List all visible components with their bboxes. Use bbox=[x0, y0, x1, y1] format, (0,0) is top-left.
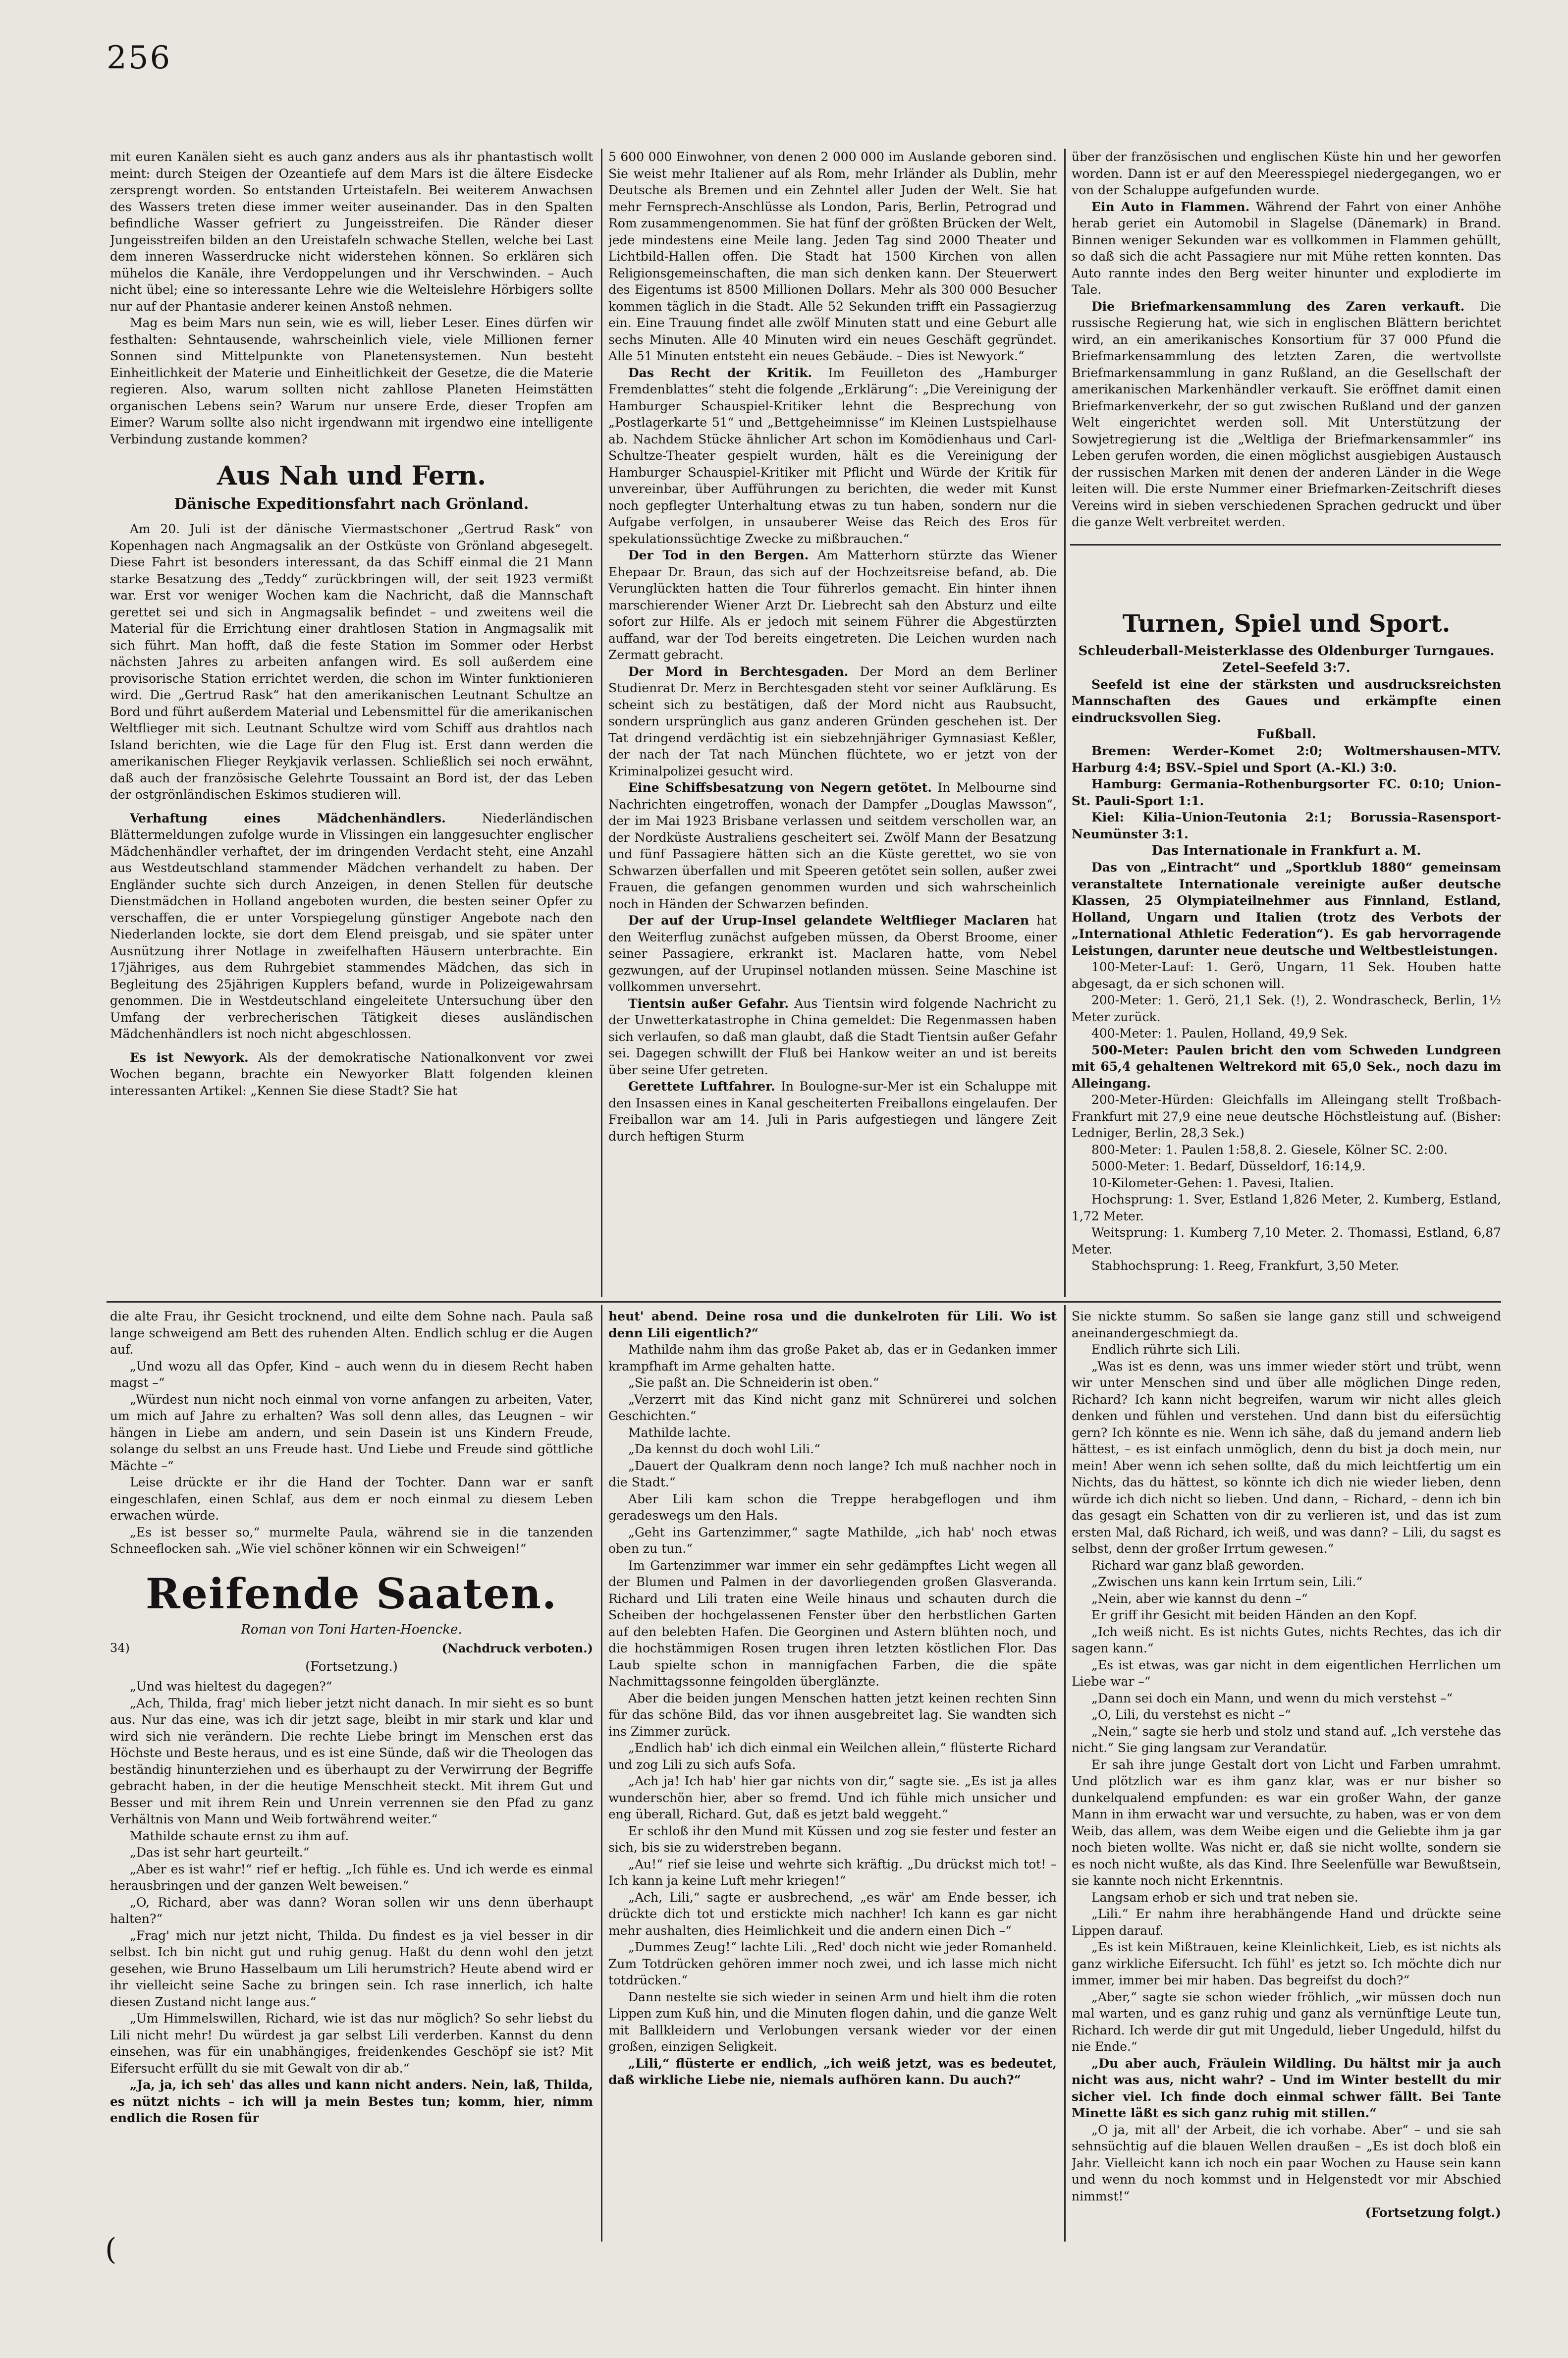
article-title-expedition: Dänische Expeditionsfahrt nach Grönland. bbox=[174, 495, 529, 513]
schiffsbesatzung-text: In Melbourne sind Nachrichten eingetroffen, wonach der Dampfer „Douglas Mawsson“, der im Mai 1923 Brisbane verlassen und seitdem verschollen war, an der Nordküste Australiens gescheitert sei. Zwölf Mann der Besatzung und fünf Passagiere hätten sich an die Küste gerettet, wo sie von Schwarzen überfallen und mit Speeren getötet sein sollen, außer zwei Frauen, die gefangen genommen wurden und sich wahrscheinlich noch in Händen der Schwarzen befinden. bbox=[608, 780, 1057, 911]
novel-continuation-note: (Fortsetzung.) bbox=[305, 1659, 398, 1674]
novel-col3-text-7: Er griff ihr Gesicht mit beiden Händen an den Kopf. bbox=[1091, 1608, 1417, 1622]
article-title-tod-in-bergen: Der Tod in den Bergen. bbox=[628, 548, 809, 562]
bottom-column-1 bbox=[110, 1308, 593, 2240]
novel-col3-text-14: Langsam erhob er sich und trat neben sie. bbox=[1091, 1890, 1358, 1905]
novel-col3-text-5: „Zwischen uns kann kein Irrtum sein, Lili.“ bbox=[1091, 1575, 1363, 1589]
novel-text-2: „Ach, Thilda, frag' mich lieber jetzt nicht danach. In mir sieht es so bunt aus. Nur das eine, was ich dir jetzt sage, bleibt in mir stark und klar und wird sich nie verändern. Die rechte Liebe bringt im Menschen erst das Höchste und Beste heraus, und es ist eine Sünde, daß wir die Theologen das beständig hinunterziehen und es überhaupt zu der Verwirrung der Begriffe gebracht haben, in der die heutige Menschheit steckt. Mit ihrem Gut und Besser und mit ihrem Rein und Unrein verrennen sie den Pfad zu ganz Verhältnis von Mann und Weib fortwährend weiter.“ bbox=[110, 1696, 593, 1826]
novel-col3-text-16: „Es ist kein Mißtrauen, keine Kleinlichkeit, Lieb, es ist nichts als ganz wirkliche Eifersucht. Ich fühl' es jetzt so. Ich möchte dich nur immer, immer bei mir haben. Das begreifst du doch?“ bbox=[1072, 1940, 1501, 1987]
novel-col2-text-19: „Lili,“ flüsterte er endlich, „ich weiß jetzt, was es bedeutet, daß wirkliche Liebe nie, niemals aufhören kann. Du auch?“ bbox=[608, 2056, 1057, 2087]
novel-col2-text-16: „Ach, Lili,“ sagte er ausbrechend, „es wär' am Ende besser, ich drückte dich tot und erstickte mich nachher! Ich kann es gar nicht mehr aushalten, dies Heimlichkeit und die andern einen Dich –“ bbox=[608, 1890, 1057, 1938]
page-number: 256 bbox=[107, 40, 172, 76]
novel-col2-text-15: „Au!“ rief sie leise und wehrte sich kräftig. „Du drückst mich tot! – Ich kann ja keine Luft mehr kriegen!“ bbox=[608, 1857, 1057, 1888]
section-divider bbox=[107, 1301, 1501, 1303]
story-prev-text-2: „Und wozu all das Opfer, Kind – auch wenn du in diesem Recht haben magst –“ bbox=[110, 1359, 593, 1390]
novel-text-9: „Ja, ja, ich seh' das alles und kann nicht anders. Nein, laß, Thilda, es nützt nichts – ich will ja mein Bestes tun; komm, hier, nimm endlich die Rosen für bbox=[110, 2078, 593, 2125]
novel-col3-text-11: „O, Lili, du verstehst es nicht –“ bbox=[1091, 1707, 1291, 1722]
kritik-article-text: Im Feuilleton des „Hamburger Fremdenblattes“ steht die folgende „Erklärung“: „Die Vereinigung der Hamburger Schauspiel-Kritiker lehnt die Besprechung von „Postlagerkarte 51“ und „Bettgeheimnisse“ im Kleinen Lustspielhause ab. Nachdem Stücke ähnlicher Art schon im Komödienhaus und Carl-Schultze-Theater gespielt wurden, hält es die Vereinigung der Hamburger Schauspiel-Kritiker mit Pflicht und Würde der Kritik für unvereinbar, über Aufführungen zu berichten, die weder mit Kunst noch gepflegter Unterhaltung etwas zu tun haben, sondern nur die Aufgabe verfolgen, in unsauberer Weise das Reich des Eros für spekulationssüchtige Zwecke zu mißbrauchen.“ bbox=[608, 365, 1057, 546]
column-rule-1-top bbox=[601, 149, 602, 1297]
novel-col3-text-15: „Lili.“ Er nahm ihre herabhängende Hand und drückte seine Lippen darauf. bbox=[1072, 1907, 1501, 1938]
sport-fussball-title: Fußball. bbox=[1256, 727, 1316, 742]
article-title-briefmarken: Die Briefmarkensammlung des Zaren verkauft. bbox=[1091, 299, 1465, 314]
novel-col2-text-17: „Dummes Zeug!“ lachte Lili. „Red' doch nicht wie jeder Romanheld. Zum Totdrücken gehören immer noch zwei, und ich lasse mich nicht totdrücken.“ bbox=[608, 1940, 1057, 1987]
novel-text-6: „O, Richard, aber was dann? Woran sollen wir uns denn überhaupt halten?“ bbox=[110, 1895, 593, 1926]
novel-col3-text-17: „Aber,“ sagte sie schon wieder fröhlich, „wir müssen doch nun mal warten, und es ganz ruhig und ganz als vernünftige Leute tun, Richard. Ich werde dir gut mit Ungeduld, lieber Ungeduld, hilfst du nie Ende.“ bbox=[1072, 1989, 1501, 2054]
result-weitsprung: Weitsprung: 1. Kumberg 7,10 Meter. 2. Thomassi, Estland, 6,87 Meter. bbox=[1072, 1225, 1501, 1257]
novel-col2-text-18: Dann nestelte sie sich wieder in seinen Arm und hielt ihm die roten Lippen zum Kuß hin, und die Minuten flogen dahin, und die ganze Welt mit Ballkleidern und Verlobungen versank wieder vor der einen großen, einzigen Seligkeit. bbox=[608, 1989, 1057, 2054]
result-400m: 400-Meter: 1. Paulen, Holland, 49,9 Sek. bbox=[1091, 1026, 1348, 1041]
tod-in-bergen-text: Am Matterhorn stürzte das Wiener Ehepaar Dr. Braun, das sich auf der Hochzeitsreise befand, ab. Die Verunglückten hatten die Tour führerlos gemacht. Ein hinter ihnen marschierender Wiener Arzt Dr. Liebrecht sah den Absturz und eilte sofort zur Hilfe. Als er jedoch mit seinem Führer die Abgestürzten auffand, war der Tod bereits eingetreten. Die Leichen wurden nach Zermatt gebracht. bbox=[608, 548, 1057, 662]
section-title-aus-nah-und-fern: Aus Nah und Fern. bbox=[216, 461, 487, 491]
novel-col3-text-10: „Dann sei doch ein Mann, und wenn du mich verstehst –“ bbox=[1091, 1691, 1453, 1705]
novel-col2-text-3: „Sie paßt an. Die Schneiderin ist oben.“ bbox=[628, 1375, 879, 1390]
novel-col2-text-6: „Da kennst du doch wohl Lili.“ bbox=[628, 1442, 820, 1456]
novel-col3-text-19: „O ja, mit all' der Arbeit, die ich vorhabe. Aber“ – und sie sah sehnsüchtig auf die blauen Wellen draußen – „Es ist doch bloß ein Jahr. Vielleicht kann ich noch ein paar Wochen zu Hause sein kann und wenn du noch kommst und in Helgenstedt vor mir Abschied nimmst!“ bbox=[1072, 2122, 1501, 2203]
auto-article-text: Während der Fahrt von einer Anhöhe herab geriet ein Automobil in Slagelse (Dänemark) in Brand. Binnen weniger Sekunden war es vollkommen in Flammen gehüllt, so daß sich die acht Passagiere nur mit Mühe retten konnten. Das Auto rannte indes den Berg weiter hinunter und explodierte im Tale. bbox=[1072, 199, 1501, 297]
mars-article-conclusion: Mag es beim Mars nun sein, wie es will, lieber Leser. Eines dürfen wir festhalten: Sehntausende, wahrscheinlich viele, viele Millionen ferner Sonnen sind Mittelpunkte von Planetensystemen. Nun besteht Einheitlichkeit der Materie und Einheitlichkeit der Gesetze, die die Materie regieren. Also, warum sollten nicht zahllose Planeten Heimstätten organischen Lebens sein? Warum nur unsere Erde, dieser Tropfen am Eimer? Warum sollte also nicht irgendwann mit irgendwo eine intelligente Verbindung zustande kommen? bbox=[110, 316, 593, 446]
top-column-3 bbox=[1072, 149, 1501, 1298]
novel-text-8: „Um Himmelswillen, Richard, wie ist das nur möglich? So sehr liebst du Lili nicht mehr! Du würdest ja gar selbst Lili verderben. Kannst du denn einsehen, was für ein unabhängiges, freidenkendes Geschöpf sie ist? Mit Eifersucht erfüllt du sie mit Gewalt von dir ab.“ bbox=[110, 2011, 593, 2076]
novel-col2-text-7: „Dauert der Qualkram denn noch lange? Ich muß nachher noch in die Stadt.“ bbox=[608, 1458, 1057, 1489]
bottom-margin-mark: ( bbox=[105, 2232, 117, 2267]
column-rule-2-bottom bbox=[1064, 1305, 1066, 2242]
novel-col3-text-18: „Du aber auch, Fräulein Wildling. Du hältst mir ja auch nicht was aus, nicht wahr? – Und im Winter bestellt du mir sicher viel. Ich finde doch einmal schwer fällt. Bei Tante Minette läßt es sich ganz ruhig mit stillen.“ bbox=[1072, 2056, 1501, 2120]
expedition-article-text: Am 20. Juli ist der dänische Viermastschoner „Gertrud Rask“ von Kopenhagen nach Angmagsalik an der Ostküste von Grönland abgesegelt. Diese Fahrt ist besonders interessant, da das Schiff einmal die 21 Mann starke Besatzung des „Teddy“ zurückbringen will, der seit 1923 vermißt war. Erst vor weniger Wochen kam die Nachricht, daß die Mannschaft gerettet sei und sich in Angmagsalik befindet – und zweitens weil die Material für die Errichtung einer drahtlosen Station in Angmagsalik mit sich führt. Man hofft, daß die feste Station im Sommer oder Herbst nächsten Jahres zu arbeiten anfangen wird. Es soll außerdem eine provisorische Station errichtet werden, die schon im Winter funktionieren wird. Die „Gertrud Rask“ hat den amerikanischen Leutnant Schultze an Bord und führt außerdem Material und Lebensmittel für die amerikanischen Weltflieger mit sich. Leutnant Schultze wird vom Schiff aus drahtlos nach Island berichten, wie die Lage für den Flug ist. Erst dann werden die amerikanischen Flieger Reykjavik verlassen. Schließlich sei noch erwähnt, daß auch der französische Gelehrte Toussaint an Bord ist, der das Leben der ostgrönländischen Eskimos studieren will. bbox=[110, 522, 593, 802]
article-title-kritik: Das Recht der Kritik. bbox=[628, 365, 812, 380]
sport-fussball-hamburg: Hamburg: Germania–Rothenburgsorter FC. 0:10; Union–St. Pauli-Sport 1:1. bbox=[1072, 777, 1501, 808]
novel-col2-text-8: Aber Lili kam schon die Treppe herabgeflogen und ihm geradeswegs um den Hals. bbox=[608, 1491, 1057, 1523]
result-stabhochsprung: Stabhochsprung: 1. Reeg, Frankfurt, 3,50 Meter. bbox=[1091, 1259, 1400, 1273]
novel-text-7: „Frag' mich nur jetzt nicht, Thilda. Du findest es ja viel besser in dir selbst. Ich bin nicht gut und ruhig genug. Haßt du denn wohl den jetzt gesehen, wie Bruno Hasselbaum um Lili herumstrich? Heute abend wird er ihr vielleicht seine Sache zu bringen sein. Ich rase innerlich, ich halte diesen Zustand nicht lange aus.“ bbox=[110, 1928, 593, 2009]
sport-international-text: Das von „Eintracht“ und „Sportklub 1880“ gemeinsam veranstaltete Internationale vereinigte außer deutsche Klassen, 25 Olympiateilnehmer aus Finnland, Estland, Holland, Ungarn und Italien (trotz des Verbots der „International Athletic Federation“). Es gab hervorragende Leistungen, darunter neue deutsche und Weltbestleistungen. bbox=[1072, 860, 1501, 958]
weltflieger-text: hat den Weiterflug zunächst aufgeben müssen, da Oberst Broome, einer seiner Passagiere, erkrankt ist. Maclaren hatte, vom Nebel gezwungen, auf der Urupinsel notlanden müssen. Seine Maschine ist vollkommen unversehrt. bbox=[608, 913, 1057, 994]
novel-col3-text-3: „Was ist es denn, was uns immer wieder stört und trübt, wenn wir unter Menschen sind und über alle möglichen Dinge reden, Richard? Ich kann nicht begreifen, warum wir nicht alles gleich denken und fühlen und verstehen. Und dann bist du eifersüchtig gern? Ich könnte es nie. Wenn ich sähe, daß du jemand andern lieb hättest, – es ist einfach unmöglich, denn du bist ja doch mein, nur mein! Aber wenn ich sehen sollte, daß du mich leichtfertig um ein Nichts, das du hättest, so könnte ich dich nie wieder lieben, denn würde ich dich nicht so lieben. Und dann, – Richard, – denn ich bin das gesagt ein Schatten von dir zu verlieren ist, und das ist zum ersten Mal, daß Richard, ich weiß, und was dann? – Lili, du sagst es selbst, denn der großer Irrtum gewesen.“ bbox=[1072, 1359, 1501, 1556]
novel-text-4: „Das ist sehr hart geurteilt.“ bbox=[130, 1845, 310, 1860]
newyork-article-text: Als der demokratische Nationalkonvent vor zwei Wochen begann, brachte ein Newyorker Blatt folgenden kleinen interessanten Artikel: „Kennen Sie diese Stadt? Sie hat bbox=[110, 1050, 593, 1098]
novel-col2-text-13: „Ach ja! Ich hab' hier gar nichts von dir,“ sagte sie. „Es ist ja alles wunderschön hier, aber so fremd. Und ich fühle mich unsicher und eng überall, Richard. Gut, daß es jetzt bald weggeht.“ bbox=[608, 1774, 1057, 1821]
novel-col3-text-4: Richard war ganz blaß geworden. bbox=[1091, 1558, 1304, 1573]
article-title-newyork: Es ist Newyork. bbox=[130, 1050, 249, 1065]
novel-to-be-continued: (Fortsetzung folgt.) bbox=[1365, 2205, 1501, 2220]
novel-col3-text-12: „Nein,“ sagte sie herb und stolz und stand auf. „Ich verstehe das nicht.“ Sie ging langsam zur Verandatür. bbox=[1072, 1724, 1501, 1755]
novel-author: Roman von Toni Harten-Hoencke. bbox=[241, 1622, 462, 1637]
novel-col2-text-12: „Endlich hab' ich dich einmal ein Weilchen allein,“ flüsterte Richard und zog Lili zu sich aufs Sofa. bbox=[608, 1741, 1057, 1772]
result-500m: 500-Meter: Paulen bricht den vom Schweden Lundgreen mit 65,4 gehaltenen Weltrekord mit 65,0 Sek., noch dazu im Alleingang. bbox=[1072, 1042, 1501, 1091]
result-5000m: 5000-Meter: 1. Bedarf, Düsseldorf, 16:14,9. bbox=[1091, 1159, 1366, 1173]
story-prev-text-3: „Würdest nun nicht noch einmal von vorne anfangen zu arbeiten, Vater, um mich auf Jahre zu erhalten? Was soll denn alles, das Leugnen – wir hängen in Liebe am andern, und sein Dasein ist uns Kindern Freude, solange du selbst an uns Freude hast. Und Liebe und Freude sind göttliche Mächte –“ bbox=[110, 1392, 593, 1473]
luftfahrer-continued: über der französischen und englischen Küste hin und her geworfen worden. Dann ist er auf den Meeresspiegel niedergegangen, wo er von der Schaluppe aufgefunden wurde. bbox=[1072, 150, 1501, 197]
story-prev-text-5: „Es ist besser so,“ murmelte Paula, während sie in die tanzenden Schneeflocken sah. „Wie viel schöner können wir ein Schweigen!“ bbox=[110, 1525, 593, 1556]
tientsin-text: Aus Tientsin wird folgende Nachricht zu der Unwetterkatastrophe in China gemeldet: Die Regenmassen haben sich verlaufen, so daß man glaubt, daß die Stadt Tientsin außer Gefahr sei. Dagegen schwillt der Fluß bei Hankow weiter an und ist bereits über seine Ufer getreten. bbox=[608, 996, 1057, 1077]
article-title-luftfahrer: Gerettete Luftfahrer. bbox=[628, 1079, 775, 1094]
mars-article-text: mit euren Kanälen sieht es auch ganz anders aus als ihr phantastisch wollt meint: durch Steigen der Ozeantiefe auf dem Mars ist die ältere Eisdecke zersprengt worden. So entstanden Urteistafeln. Bei weiterem Anwachsen des Wassers treten diese immer weiter auseinander. Das in den Spalten befindliche Wasser gefriert zu Jungeisstreifen. Die Ränder dieser Jungeisstreifen bilden an den Ureistafeln schwache Stellen, welche bei Last dem inneren Wasserdrucke nicht widerstehen können. So erklären sich mühelos die Kanäle, ihre Verdoppelungen und ihr Verschwinden. – Auch nicht übel; eine so interessante Lehre wie die Welteislehre Hörbigers sollte nur auf der Phantasie anderer keinen Anstoß nehmen. bbox=[110, 150, 593, 314]
bottom-column-2 bbox=[608, 1308, 1057, 2240]
story-prev-text-4: Leise drückte er ihr die Hand der Tochter. Dann war er sanft eingeschlafen, einen Schlaf, aus dem er noch einmal zu diesem Leben erwachen würde. bbox=[110, 1475, 593, 1523]
article-title-tientsin: Tientsin außer Gefahr. bbox=[628, 996, 789, 1011]
story-prev-text-1: die alte Frau, ihr Gesicht trocknend, und eilte dem Sohne nach. Paula saß lange schweigend am Bett des ruhenden Alten. Endlich schlug er die Augen auf. bbox=[110, 1309, 593, 1357]
novel-col2-text-9: „Geht ins Gartenzimmer,“ sagte Mathilde, „ich hab' noch etwas oben zu tun.“ bbox=[608, 1525, 1057, 1556]
result-200m-huerden: 200-Meter-Hürden: Gleichfalls im Alleingang stellt Troßbach-Frankfurt mit 27,9 eine neue deutsche Höchstleistung auf. (Bisher: Ledniger, Berlin, 28,3 Sek.) bbox=[1072, 1093, 1501, 1140]
bottom-column-3 bbox=[1072, 1308, 1501, 2240]
novel-col2-text-4: „Verzerrt mit das Kind nicht ganz mit Schnürerei und solchen Geschichten.“ bbox=[608, 1392, 1057, 1423]
novel-col3-text-6: „Nein, aber wie kannst du denn –“ bbox=[1091, 1591, 1308, 1606]
novel-installment-number: 34) bbox=[110, 1641, 130, 1655]
sport-schleuderball-text: Seefeld ist eine der stärksten und ausdrucksreichsten Mannschaften des Gaues und erkämpfte einen eindrucksvollen Sieg. bbox=[1072, 677, 1501, 725]
novel-col3-text-1: Sie nickte stumm. So saßen sie lange ganz still und schweigend aneinandergeschmiegt da. bbox=[1072, 1309, 1501, 1340]
novel-col3-text-2: Endlich rührte sich Lili. bbox=[1091, 1342, 1241, 1357]
sport-schleuderball-title: Schleuderball-Meisterklasse des Oldenburger Turngaues. bbox=[1078, 643, 1495, 658]
section-title-sport: Turnen, Spiel und Sport. bbox=[1122, 609, 1451, 638]
top-column-2 bbox=[608, 149, 1057, 1298]
novel-col2-text-1: heut' abend. Deine rosa und die dunkelroten für Lili. Wo ist denn Lili eigentlich?“ bbox=[608, 1309, 1057, 1340]
sport-fussball-kiel: Kiel: Kilia–Union-Teutonia 2:1; Borussia–Rasensport-Neumünster 3:1. bbox=[1072, 810, 1501, 841]
novel-col2-text-14: Er schloß ihr den Mund mit Küssen und zog sie fester und fester an sich, bis sie zu widerstreben begann. bbox=[608, 1823, 1057, 1855]
sport-fussball-bremen: Bremen: Werder–Komet 2:0; Woltmershausen–MTV. Harburg 4:4; BSV.–Spiel und Sport (A.-Kl.) 3:0. bbox=[1072, 744, 1501, 775]
novel-col2-text-11: Aber die beiden jungen Menschen hatten jetzt keinen rechten Sinn für das schöne Bild, das vor ihnen ausgebreitet lag. Sie wandten sich ins Zimmer zurück. bbox=[608, 1691, 1057, 1739]
novel-text-3: Mathilde schaute ernst zu ihm auf. bbox=[130, 1828, 349, 1843]
novel-col2-text-10: Im Gartenzimmer war immer ein sehr gedämpftes Licht wegen all der Blumen und Palmen in der davorliegenden großen Glasveranda. Richard und Lili traten eine Weile hinaus und schauten durch die Scheiben der hochgelassenen Fenster über den herbstlichen Garten auf den belebten Hafen. Die Georginen und Astern blühten noch, und die hochstämmigen Rosen trugen ihren letzten köstlichen Flor. Das Laub spielte schon in mannigfachen Farben, die die späte Nachmittagssonne feingolden überglänzte. bbox=[608, 1558, 1057, 1689]
article-title-maedchenhaendler: Verhaftung eines Mädchenhändlers. bbox=[130, 811, 446, 825]
result-100m: 100-Meter-Lauf: 1. Gerö, Ungarn, 11 Sek. Houben hatte abgesagt, da er sich schonen will. bbox=[1072, 960, 1501, 991]
sport-schleuderball-result: Zetel–Seefeld 3:7. bbox=[1222, 660, 1351, 675]
novel-col3-text-13: Er sah ihre junge Gestalt dort von Licht und Farben umrahmt. Und plötzlich war es ihm ganz klar, was er nur bisher so dunkelqualend empfunden: es war ein großer Wahn, der ganze Mann in ihm erwacht war und versuchte, zu haben, was er von dem Weib, das allem, was dem Weibe eigen und die Geliebte ihm ja gar noch bieten wollte. Was nicht er, daß sie nicht wollte, sondern sie es noch nicht wußte, als das Kind. Ihre Seelenfülle war Bewußtsein, sie kannte noch nicht Erkenntnis. bbox=[1072, 1757, 1501, 1888]
article-title-mord: Der Mord in Berchtesgaden. bbox=[628, 664, 849, 679]
column-rule-1-bottom bbox=[601, 1305, 602, 2242]
result-200m: 200-Meter: 1. Gerö, 21,1 Sek. (!), 2. Wondrascheck, Berlin, 1½ Meter zurück. bbox=[1072, 993, 1501, 1024]
article-title-schiffsbesatzung: Eine Schiffsbesatzung von Negern getötet. bbox=[628, 780, 932, 795]
novel-text-1: „Und was hieltest du dagegen?“ bbox=[130, 1679, 332, 1694]
novel-col3-text-9: „Es ist etwas, was gar nicht in dem eigentlichen Herrlichen um Liebe war –“ bbox=[1072, 1657, 1501, 1689]
article-title-auto: Ein Auto in Flammen. bbox=[1091, 199, 1250, 214]
result-800m: 800-Meter: 1. Paulen 1:58,8. 2. Giesele, Kölner SC. 2:00. bbox=[1091, 1142, 1448, 1157]
novel-col2-text-2: Mathilde nahm ihm das große Paket ab, das er in Gedanken immer krampfhaft im Arme gehalten hatte. bbox=[608, 1342, 1057, 1373]
article-title-weltflieger: Der auf der Urup-Insel gelandete Weltflieger Maclaren bbox=[628, 913, 1029, 928]
result-hochsprung: Hochsprung: 1. Sver, Estland 1,826 Meter, 2. Kumberg, Estland, 1,72 Meter. bbox=[1072, 1192, 1501, 1223]
luftfahrer-text: In Boulogne-sur-Mer ist ein Schaluppe mit den Insassen eines in Kanal gescheiterten Freiballons eingelaufen. Der Freiballon war am 14. Juli in Paris aufgestiegen und längere Zeit durch heftigen Sturm bbox=[608, 1079, 1057, 1144]
novel-text-5: „Aber es ist wahr!“ rief er heftig. „Ich fühle es. Und ich werde es einmal herausbringen und der ganzen Welt beweisen.“ bbox=[110, 1862, 593, 1893]
novel-copyright-note: (Nachdruck verboten.) bbox=[441, 1641, 593, 1655]
maedchenhaendler-article-text: Niederländischen Blättermeldungen zufolge wurde in Vlissingen ein langgesuchter englischer Mädchenhändler verhaftet, der im dringenden Verdacht steht, eine Anzahl aus Westdeutschland stammender Mädchen verhandelt zu haben. Der Engländer suchte sich durch Anzeigen, in denen Stellen für deutsche Dienstmädchen in Holland angeboten wurden, die besten seiner Opfer zu verschaffen, die er unter Vorspiegelung günstiger Angebote nach den Niederlanden lockte, sie dort dem Elend preisgab, und sie später unter Ausnützung ihrer Notlage in zweifelhaften Häusern unterbrachte. Ein 17jähriges, aus dem Ruhrgebiet stammendes Mädchen, das sich in Begleitung des 25jährigen Kupplers befand, wurde in Polizeigewahrsam genommen. Die in Westdeutschland eingeleitete Untersuchung über den Umfang der verbrecherischen Tätigkeit dieses ausländischen Mädchenhändlers ist noch nicht abgeschlossen. bbox=[110, 811, 593, 1041]
sport-international-title: Das Internationale in Frankfurt a. M. bbox=[1151, 843, 1421, 858]
column-rule-2-top bbox=[1064, 149, 1066, 1297]
result-10km-gehen: 10-Kilometer-Gehen: 1. Pavesi, Italien. bbox=[1091, 1175, 1334, 1190]
novel-title: Reifende Saaten. bbox=[145, 1569, 558, 1618]
newyork-article-continued: 5 600 000 Einwohner, von denen 2 000 000 im Auslande geboren sind. Sie weist mehr Italiener auf als Rom, mehr Irländer als Dublin, mehr Deutsche als Bremen und ein Zehntel aller Juden der Welt. Sie hat mehr Fernsprech-Anschlüsse als London, Paris, Berlin, Petrograd und Rom zusammengenommen. Sie hat fünf der größten Brücken der Welt, jede mindestens eine Meile lang. Jeden Tag sind 2000 Theater und Lichtbild-Hallen offen. Die Stadt hat 1500 Kirchen von allen Religionsgemeinschaften, die man sich denken kann. Der Steuerwert des Eigentums ist 8500 Millionen Dollars. Mehr als 300 000 Besucher kommen täglich in die Stadt. Alle 52 Sekunden trifft ein Passagierzug ein. Eine Trauung findet alle zwölf Minuten statt und eine Geburt alle sechs Minuten. Alle 40 Minuten wird ein neues Geschäft gegründet. Alle 51 Minuten entsteht ein neues Gebäude. – Dies ist Newyork.“ bbox=[608, 150, 1057, 363]
mord-article-text: Der Mord an dem Berliner Studienrat Dr. Merz in Berchtesgaden steht vor seiner Aufklärung. Es scheint sich zu bestätigen, daß der Mord nicht aus Raubsucht, sondern ursprünglich aus ganz anderen Gründen geschehen ist. Der Tat dringend verdächtig ist ein siebzehnjähriger Gymnasiast Keßler, der nach der Tat nach München flüchtete, wo er jetzt von der Kriminalpolizei gesucht wird. bbox=[608, 664, 1057, 778]
briefmarken-text: Die russische Regierung hat, wie sich in englischen Blättern berichtet wird, an ein amerikanisches Konsortium für 37 000 Pfund die Briefmarkensammlung des letzten Zaren, die wertvollste Briefmarkensammlung in ganz Rußland, an die Gesellschaft der amerikanischen Markenhändler verkauft. Sie eröffnet damit einen Briefmarkenverkehr, der so gut zwischen Rußland und der ganzen Welt eingerichtet werden soll. Mit Unterstützung der Sowjetregierung ist die „Weltliga der Briefmarkensammler“ ins Leben gerufen worden, die einen möglichst ausgiebigen Austausch der russischen Marken mit denen der anderen Länder in die Wege leiten will. Die erste Nummer einer Briefmarken-Zeitschrift dieses Vereins wird in sieben verschiedenen Sprachen gedruckt und über die ganze Welt verbreitet werden. bbox=[1072, 299, 1501, 529]
novel-col2-text-5: Mathilde lachte. bbox=[628, 1425, 731, 1440]
novel-col3-text-8: „Ich weiß nicht. Es ist nichts Gutes, nichts Rechtes, das ich dir sagen kann.“ bbox=[1072, 1624, 1501, 1655]
top-column-1 bbox=[110, 149, 593, 1298]
